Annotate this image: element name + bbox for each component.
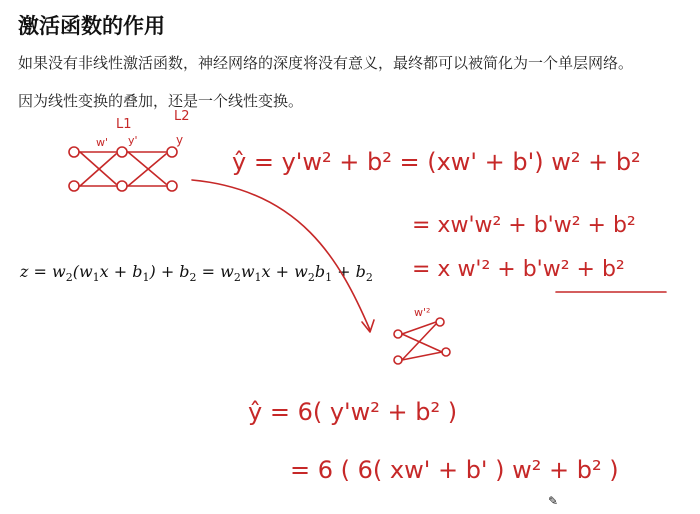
output-label: y (176, 133, 184, 147)
pen-cursor-icon: ✎ (548, 494, 559, 508)
two-layer-network-sketch (69, 109, 190, 191)
hidden-output-label: y' (128, 134, 138, 147)
collapse-arrow (192, 180, 370, 330)
handwritten-eq-3: = x w'² + b'w² + b² (412, 257, 625, 282)
layer-label-l1: L1 (116, 117, 132, 132)
page-title: 激活函数的作用 (18, 14, 165, 38)
paragraph-no-nonlinearity: 如果没有非线性激活函数，神经网络的深度将没有意义，最终都可以被简化为一个单层网络。 (18, 54, 634, 72)
handwritten-eq-1: ŷ = y'w² + b² = (xw' + b') w² + b² (232, 148, 641, 176)
single-layer-network-sketch (394, 306, 450, 364)
layer-label-l2: L2 (174, 109, 190, 124)
handwritten-sigma-eq-1: ŷ = 6( y'w² + b² ) (248, 398, 458, 426)
handwritten-eq-2: = xw'w² + b'w² + b² (412, 213, 636, 238)
handwritten-sigma-eq-2: = 6 ( 6( xw' + b' ) w² + b² ) (290, 456, 619, 484)
paragraph-linear-composition: 因为线性变换的叠加，还是一个线性变换。 (18, 92, 304, 110)
weight-label-w1: w' (96, 136, 109, 149)
merged-weight-label: w'² (414, 306, 431, 319)
composition-formula: $z = w_2(w_1x + b_1) + b_2 = w_2w_1x + w_2b_1 + b_2$ (20, 262, 373, 285)
